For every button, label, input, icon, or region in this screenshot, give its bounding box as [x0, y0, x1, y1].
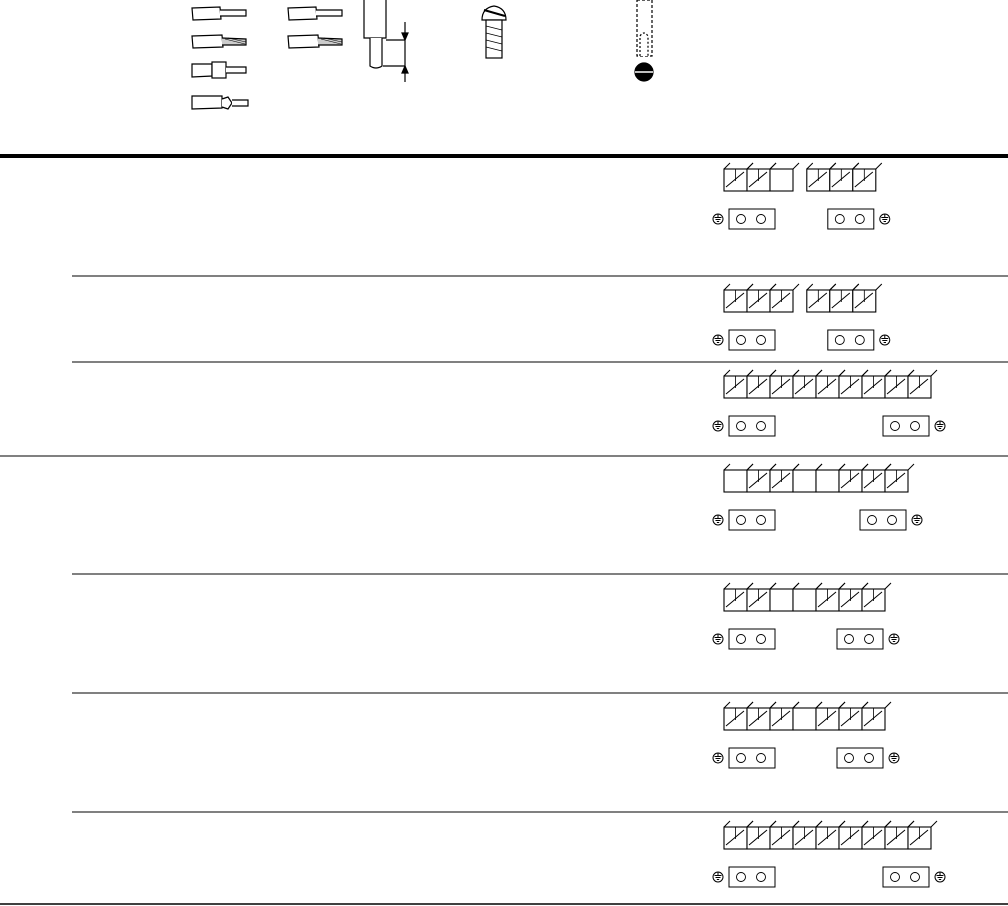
terminal-row: [713, 370, 945, 436]
terminal-edge: [931, 821, 937, 827]
terminal-edge: [793, 702, 799, 708]
terminal-edge: [862, 702, 868, 708]
terminal-edge: [724, 583, 730, 589]
terminal-edge: [830, 163, 836, 169]
ground-terminal-box: [729, 629, 775, 649]
terminal-edge: [862, 370, 868, 376]
terminal-row: [713, 163, 890, 229]
solid-wire-icon: [288, 7, 342, 20]
terminal-edge: [908, 464, 914, 470]
terminal-edge: [724, 370, 730, 376]
screw-hole: [911, 873, 920, 882]
terminal-edge: [830, 284, 836, 290]
ground-terminal: [729, 416, 775, 436]
terminal-edge: [747, 464, 753, 470]
terminal-edge: [885, 583, 891, 589]
terminal-edge: [839, 583, 845, 589]
terminal-edge: [885, 464, 891, 470]
ground-terminal-box: [828, 209, 874, 229]
terminal-edge: [724, 163, 730, 169]
ground-terminal-box: [729, 867, 775, 887]
ground-icon: [713, 753, 723, 763]
ground-terminal: [828, 330, 874, 350]
terminal-edge: [747, 821, 753, 827]
ground-terminal: [729, 867, 775, 887]
screw-hole: [757, 516, 766, 525]
screw-hole: [737, 215, 746, 224]
ground-icon: [713, 421, 723, 431]
terminal-edge: [747, 284, 753, 290]
terminal-edge: [908, 370, 914, 376]
terminal-edge: [885, 821, 891, 827]
terminal-edge: [853, 163, 859, 169]
ground-terminal: [828, 209, 874, 229]
terminal-edge: [793, 821, 799, 827]
terminal-row: [713, 464, 922, 530]
terminal-row: [713, 284, 890, 350]
screw-hole: [737, 516, 746, 525]
terminal-edge: [839, 821, 845, 827]
terminal-box: [770, 169, 793, 191]
terminal-edge: [793, 163, 799, 169]
terminal-edge: [770, 821, 776, 827]
terminal-cell: [853, 163, 882, 191]
ground-icon: [912, 515, 922, 525]
ground-terminal: [860, 510, 906, 530]
ground-terminal-box: [729, 330, 775, 350]
stranded-wire-icon: [192, 35, 246, 48]
ground-terminal: [837, 748, 883, 768]
ground-icon: [880, 335, 890, 345]
terminal-cell: [885, 464, 914, 492]
ground-icon: [713, 634, 723, 644]
terminal-cell: [862, 583, 891, 611]
ground-icon: [935, 872, 945, 882]
ground-terminal: [837, 629, 883, 649]
terminal-cell: [853, 284, 882, 312]
ground-terminal-box: [729, 209, 775, 229]
screw-hole: [855, 215, 864, 224]
terminal-edge: [816, 583, 822, 589]
crimped-ferrule-wire-icon: [192, 96, 248, 109]
terminal-cell: [770, 163, 799, 191]
terminal-cell: [862, 702, 891, 730]
terminal-edge: [747, 370, 753, 376]
screw-hole: [891, 422, 900, 431]
ground-icon: [889, 753, 899, 763]
terminal-edge: [770, 284, 776, 290]
screw-hole: [757, 873, 766, 882]
terminal-edge: [839, 370, 845, 376]
screw-hole: [865, 754, 874, 763]
terminal-edge: [724, 464, 730, 470]
terminal-edge: [747, 702, 753, 708]
flat-screwdriver-icon: [635, 0, 653, 81]
ground-icon: [935, 421, 945, 431]
ground-terminal-box: [860, 510, 906, 530]
terminal-edge: [747, 163, 753, 169]
ground-terminal-box: [729, 510, 775, 530]
screw-hole: [757, 215, 766, 224]
ground-terminal-box: [837, 748, 883, 768]
ground-icon: [880, 214, 890, 224]
terminal-edge: [853, 284, 859, 290]
screw-hole: [888, 516, 897, 525]
terminal-box: [816, 470, 839, 492]
ground-terminal: [729, 748, 775, 768]
terminal-edge: [839, 464, 845, 470]
screw-hole: [855, 336, 864, 345]
terminal-edge: [862, 464, 868, 470]
terminal-edge: [747, 583, 753, 589]
terminal-edge: [816, 370, 822, 376]
ground-terminal: [883, 416, 929, 436]
terminal-edge: [862, 821, 868, 827]
screw-hole: [845, 754, 854, 763]
terminal-edge: [724, 284, 730, 290]
terminal-edge: [908, 821, 914, 827]
ground-terminal: [729, 629, 775, 649]
terminal-edge: [876, 284, 882, 290]
screw-hole: [757, 635, 766, 644]
terminal-edge: [885, 702, 891, 708]
ground-terminal: [729, 209, 775, 229]
terminal-edge: [876, 163, 882, 169]
terminal-box: [793, 708, 816, 730]
terminal-edge: [770, 163, 776, 169]
terminal-edge: [724, 821, 730, 827]
ground-icon: [889, 634, 899, 644]
screw-hole: [737, 422, 746, 431]
terminal-box: [770, 589, 793, 611]
terminal-edge: [770, 464, 776, 470]
terminal-edge: [807, 163, 813, 169]
screw-hole: [835, 215, 844, 224]
screw-hole: [757, 336, 766, 345]
screw-hole: [757, 422, 766, 431]
ground-icon: [713, 214, 723, 224]
stranded-wire-icon: [288, 35, 342, 48]
ground-terminal-box: [729, 748, 775, 768]
ground-terminal-box: [837, 629, 883, 649]
wire-legend: [192, 0, 653, 109]
terminal-blocks: [713, 163, 945, 887]
screw-hole: [865, 635, 874, 644]
terminal-edge: [816, 821, 822, 827]
terminal-edge: [770, 583, 776, 589]
ground-terminal: [729, 330, 775, 350]
screw-hole: [737, 754, 746, 763]
terminal-row: [713, 821, 945, 887]
ground-icon: [713, 515, 723, 525]
screw-hole: [835, 336, 844, 345]
terminal-edge: [816, 702, 822, 708]
ground-terminal: [729, 510, 775, 530]
solid-wire-icon: [192, 7, 246, 20]
screw-hole: [845, 635, 854, 644]
terminal-cell: [908, 370, 937, 398]
ground-terminal-box: [828, 330, 874, 350]
table-rules: [0, 156, 1008, 904]
ferrule-wire-icon: [192, 62, 246, 78]
terminal-edge: [793, 583, 799, 589]
terminal-box: [793, 589, 816, 611]
terminal-row: [713, 583, 899, 649]
terminal-box: [793, 470, 816, 492]
ground-terminal: [883, 867, 929, 887]
screw-hole: [868, 516, 877, 525]
ground-icon: [713, 335, 723, 345]
terminal-box: [724, 470, 747, 492]
terminal-cell: [770, 284, 799, 312]
screw-hole: [891, 873, 900, 882]
terminal-edge: [770, 370, 776, 376]
screw-hole: [737, 635, 746, 644]
strip-length-icon: [364, 0, 408, 82]
terminal-row: [713, 702, 899, 768]
terminal-edge: [839, 702, 845, 708]
ground-icon: [713, 872, 723, 882]
screw-hole: [737, 873, 746, 882]
terminal-edge: [724, 702, 730, 708]
screw-hole: [737, 336, 746, 345]
screw-hole: [757, 754, 766, 763]
slotted-screw-icon: [482, 6, 506, 58]
terminal-edge: [816, 464, 822, 470]
terminal-edge: [793, 370, 799, 376]
terminal-cell: [908, 821, 937, 849]
terminal-edge: [770, 702, 776, 708]
terminal-edge: [885, 370, 891, 376]
terminal-edge: [793, 464, 799, 470]
screw-hole: [911, 422, 920, 431]
ground-terminal-box: [883, 867, 929, 887]
terminal-edge: [862, 583, 868, 589]
terminal-edge: [931, 370, 937, 376]
terminal-edge: [793, 284, 799, 290]
ground-terminal-box: [883, 416, 929, 436]
ground-terminal-box: [729, 416, 775, 436]
terminal-edge: [807, 284, 813, 290]
